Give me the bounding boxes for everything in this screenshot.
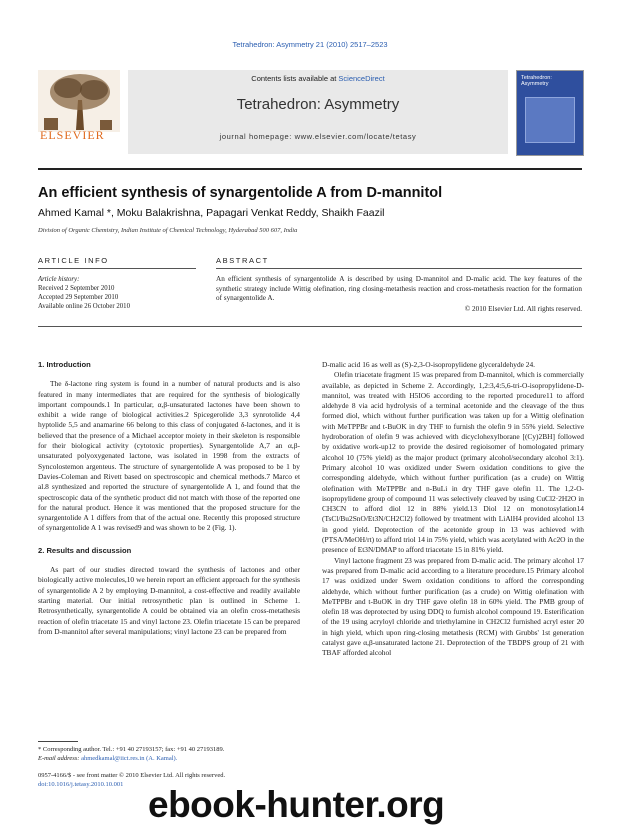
article-info-header: ARTICLE INFO <box>38 256 109 265</box>
cover-art <box>525 97 575 143</box>
olefin-triacetate-paragraph: Olefin triacetate fragment 15 was prepared from D-mannitol, which is commercially available, as depicted in Scheme 2. Accordingly, 1,2:3,4:5,6-tri-O-isopropylidene-D-mannitol, was treated with H5IO6 according to the reported procedure11 to afford aldehyde 8 via acid hydrolysis of a terminal acetonide and the cleavage of the thus formed diol, which without further purification was taken up for a Wittig olefination with MeTPPBr and t-BuOK in dry THF to furnish the olefin 9 in 55% yield. Selective hydroboration of olefin 9 was achieved with dicyclohexylborane [(Cy)2BH] followed by oxidative work-up12 to provide the desired regioisomer of homologated primary alcohol 10 (75% yield) as the major product (primary alcohol/secondary alcohol 3:1). Primary alcohol 10 was oxidized under Swern oxidation conditions to give the corresponding aldehyde, which without further purification (as a crude) on Wittig olefination with MeTPPBr and n-BuLi in dry THF gave olefin 11. The 1,2-O-isopropylidene group of compound 11 was selectively cleaved by using CuCl2·2H2O in CH3CN to afford diol 12 in 88% yield.13 Diol 12 on monotosylation14 (TsCl/Bu2SnO/Et3N/CH2Cl2) followed by treatment with LiAlH4 provided alcohol 13 in good yield. Deprotection of the acetonide group in 13 was achieved with (PTSA/MeOH/rt) to afford triol 14 in 75% yield, which was acetylated with Ac2O in the presence of Et3N/DMAP to afford triacetate 15 in 81% yield. <box>322 370 584 555</box>
contents-prefix: Contents lists available at <box>251 74 337 83</box>
vinyl-lactone-paragraph: Vinyl lactone fragment 23 was prepared from D-malic acid. The primary alcohol 17 was prepared from D-malic acid according to a literature procedure.15 Primary alcohol 17 was oxidized under Swern oxidation conditions to afford the corresponding aldehyde, which without further purification (as a crude) on Wittig olefination with MeTPPBr and t-BuOK in dry THF gave olefin 18 in 60% yield. The PMB group of olefin 18 was deprotected by using DDQ to furnish alcohol compound 19. Esterification of the 19 using acryloyl chloride and triethylamine in CH2Cl2 furnished acryl ester 20 in high yield, which upon ring-closing metathesis (RCM) with Grubbs' 1st generation catalyst gave α,β-unsaturated lactone 21. Deprotection of the TBDPS group of 21 with TBAF afforded alcohol <box>322 555 584 658</box>
email-label: E-mail address: <box>38 754 80 762</box>
journal-title: Tetrahedron: Asymmetry <box>236 96 400 113</box>
email-line <box>38 755 300 764</box>
left-column <box>38 360 300 637</box>
continued-paragraph: D-malic acid 16 as well as (S)-2,3-O-isopropylidene glyceraldehyde 24. <box>322 360 536 369</box>
abstract-rule <box>216 268 582 269</box>
received-date: Received 2 September 2010 <box>38 285 115 292</box>
doi-link[interactable]: doi:10.1016/j.tetasy.2010.10.001 <box>38 780 124 788</box>
masthead-divider <box>38 168 582 170</box>
publisher-name: ELSEVIER <box>40 128 105 142</box>
results-paragraph: As part of our studies directed toward the synthesis of lactones and other biologically active molecules,10 we herein report an efficient approach for the synthesis of synargentolide A 2 by employing D-mannitol, a cost-effective and readily available starting material. Our initial retrosynthetic plan is outlined in Scheme 1. Retrosynthetically, synargentolide A could be obtained via an olefin cross-metathesis reaction of olefin triacetate 15 and vinyl lactone 23. Olefin triacetate 15 can be prepared from D-mannitol after several manipulations; vinyl lactone 23 can be prepared from <box>38 565 300 636</box>
abstract-header: ABSTRACT <box>216 256 269 265</box>
abstract-copyright: © 2010 Elsevier Ltd. All rights reserved. <box>464 305 582 313</box>
article-authors: Ahmed Kamal *, Moku Balakrishna, Papagari Venkat Reddy, Shaikh Faazil <box>38 207 385 219</box>
footnote-separator <box>38 741 78 742</box>
journal-masthead <box>38 56 582 154</box>
watermark-text: ebook-hunter.org <box>148 784 445 825</box>
accepted-date: Accepted 29 September 2010 <box>38 294 119 301</box>
article-history <box>38 275 188 311</box>
journal-banner <box>128 70 508 154</box>
issn-line: 0957-4166/$ - see front matter © 2010 Elsevier Ltd. All rights reserved. <box>38 772 226 779</box>
journal-homepage[interactable]: journal homepage: www.elsevier.com/locate/tetasy <box>219 132 417 141</box>
corresponding-author-text: * Corresponding author. Tel.: +91 40 27193157; fax: +91 40 27193189. <box>38 746 225 753</box>
abstract-text: An efficient synthesis of synargentolide A is described by using D-mannitol and D-malic acid. The key features of the synthetic strategy include Wittig olefination, ring closing-metathesis reaction and cross-metathesis reaction for the formation of synargentolide A. <box>216 275 582 303</box>
journal-citation: Tetrahedron: Asymmetry 21 (2010) 2517–2523 <box>232 40 388 49</box>
article-title: An efficient synthesis of synargentolide A from D-mannitol <box>38 185 443 201</box>
section-results-heading: 2. Results and discussion <box>38 545 132 555</box>
contents-line <box>128 74 508 83</box>
history-label: Article history: <box>38 276 80 283</box>
cover-title: Tetrahedron: Asymmetry <box>521 75 552 87</box>
introduction-paragraph: The δ-lactone ring system is found in a number of natural products and is also featured in many intermediates that are required for the synthesis of biologically important compounds.1 In particular, α,β-unsaturated lactones have been shown to exhibit a wide range of biological activities.2 Spicegerolide 3,3 synrotolide 4,4 hyptolide 5,5 and anamarine 66 belong to this class of conjugated δ-lactones, and it is believed that the presence of a Michael acceptor moiety in their skeleton is responsible for their biological activity (cytotoxic properties). Synargentolide A,7 an α,β-unsaturated polyoxygenated lactone, was isolated in 1998 from the extracts of Syncolostemon argenteus. The structure of synargentolide A was proposed to be 1 by Davies-Coleman and Rivett based on spectroscopic and chemical methods.7 Marco et al.8 synthesized and reported the structure of synargentolide A 1, and found that the spectroscopic data of the synthetic product did not match with those of the reported one for the natural product. Hence it was mentioned that the proposed structure for the synargentolide A 1 differs from that of the actual one. Recently this proposed structure of synargentolide A 1 was revised9 and was shown to be 2 (Fig. 1). <box>38 379 300 533</box>
section-introduction-heading: 1. Introduction <box>38 360 91 369</box>
online-date: Available online 26 October 2010 <box>38 303 130 310</box>
article-info-rule <box>38 268 196 269</box>
article-affiliation: Division of Organic Chemistry, Indian Institute of Chemical Technology, Hyderabad 500 607, India <box>38 227 298 234</box>
journal-cover-thumbnail <box>516 70 584 156</box>
header-bottom-rule <box>38 326 582 327</box>
email-link[interactable]: ahmedkamal@iict.res.in (A. Kamal). <box>81 754 178 762</box>
corresponding-author-footnote <box>38 741 300 763</box>
right-column <box>322 360 584 659</box>
sciencedirect-link[interactable]: ScienceDirect <box>338 74 385 83</box>
